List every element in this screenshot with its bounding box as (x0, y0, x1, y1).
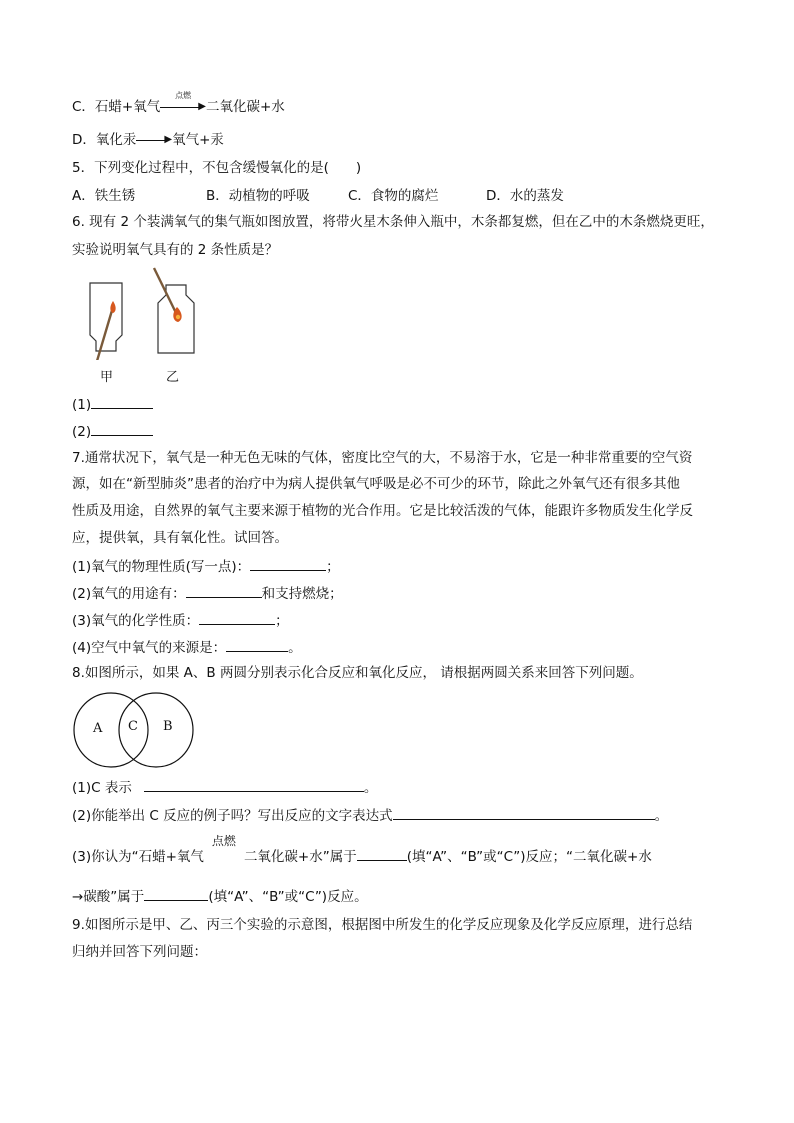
reaction-arrow: 点燃 ▶ (160, 98, 206, 116)
bottle-jia (90, 283, 122, 351)
q4-option-d (72, 131, 224, 149)
option-d-reactants: D．氧化汞 (72, 132, 137, 148)
q6-stem-line2: 实验说明氧气具有的 2 条性质是？ (72, 242, 279, 258)
answer-blank[interactable] (144, 886, 208, 901)
q7-text-line: 7.通常状况下，氧气是一种无色无味的气体，密度比空气的大，不易溶于水，它是一种非常重要的空气资 (72, 450, 693, 466)
q7-text-line: 源，如在“新型肺炎”患者的治疗中为病人提供氧气呼吸是必不可少的环节，除此之外氧气还有很多其他 (72, 476, 680, 492)
q6-answer-2 (72, 421, 153, 441)
sub-question: (1)氧气的物理性质(写一点)： (72, 559, 251, 575)
punctuation: 。 (654, 808, 669, 824)
option-c-reactants: C．石蜡+氧气 (72, 99, 161, 115)
gas-bottles-figure (80, 265, 210, 360)
q4-option-c (72, 91, 285, 116)
label-jia: 甲 (100, 370, 114, 385)
reaction-arrow: ▶ (136, 131, 172, 149)
circle-label-b: B (163, 719, 173, 734)
answer-number: (1) (72, 397, 92, 413)
q8-sub-3-cont (72, 886, 368, 906)
q8-sub-1 (72, 777, 377, 797)
sub-question-mid: 二氧化碳+水”属于 (243, 849, 357, 865)
q5-option-c: C．食物的腐烂 (348, 188, 439, 204)
sub-question: →碳酸”属于 (72, 889, 145, 905)
q9-stem-line2: 归纳并回答下列问题： (72, 944, 207, 960)
q7-sub-4 (72, 637, 302, 657)
wood-splint-jia (97, 307, 113, 360)
q7-text-line: 性质及用途，自然界的氧气主要来源于植物的光合作用。它是比较活泼的气体，能跟许多物质发生化学反 (72, 503, 693, 519)
q6-stem-line1: 6. 现有 2 个装满氧气的集气瓶如图放置，将带火星木条伸入瓶中，木条都复燃，但在乙中的木条燃烧更旺， (72, 214, 714, 230)
reaction-condition: 点燃 (211, 834, 236, 848)
sub-question: (1)C 表示 (72, 780, 132, 796)
answer-blank[interactable] (186, 583, 262, 598)
sub-question: (2)氧气的用途有： (72, 586, 186, 602)
circle-label-c: C (128, 719, 138, 734)
answer-blank[interactable] (250, 556, 326, 571)
q5-option-d: D．水的蒸发 (486, 188, 564, 204)
answer-number: (2) (72, 424, 92, 440)
option-c-products: 二氧化碳+水 (205, 99, 285, 115)
q7-text-line: 应，提供氧，具有氧化性。试回答。 (72, 530, 288, 546)
answer-blank[interactable] (199, 610, 275, 625)
answer-blank[interactable] (91, 421, 153, 436)
answer-blank[interactable] (144, 777, 364, 792)
q7-sub-1 (72, 556, 340, 576)
sub-question-tail: (填“A”、“B”或“C”)反应。 (208, 889, 368, 905)
sub-question: (4)空气中氧气的来源是： (72, 640, 227, 656)
label-yi: 乙 (166, 370, 180, 385)
punctuation: 。 (288, 640, 302, 656)
reaction-condition: 点燃 (175, 91, 192, 100)
q5-option-b: B．动植物的呼吸 (206, 188, 310, 204)
punctuation: ； (326, 559, 340, 575)
q7-sub-2 (72, 583, 343, 603)
answer-blank[interactable] (91, 394, 153, 409)
sub-question: (3)氧气的化学性质： (72, 613, 200, 629)
q7-sub-3 (72, 610, 289, 630)
q5-stem: 5．下列变化过程中，不包含缓慢氧化的是( ) (72, 160, 362, 176)
q8-sub-3 (72, 834, 652, 866)
reaction-arrow (204, 834, 244, 866)
sub-question-tail: (填“A”、“B”或“C”)反应；“二氧化碳+水 (406, 849, 652, 865)
sub-question: (3)你认为“石蜡+氧气 (72, 849, 204, 865)
option-d-products: 氧气+汞 (172, 132, 224, 148)
q6-answer-1 (72, 394, 153, 414)
flame-icon (110, 301, 115, 313)
circle-label-a: A (93, 721, 103, 736)
answer-blank[interactable] (226, 637, 288, 652)
q8-sub-2 (72, 805, 668, 825)
punctuation: 。 (363, 780, 378, 796)
q8-stem: 8.如图所示，如果 A、B 两圆分别表示化合反应和氧化反应， 请根据两圆关系来回答下列问题。 (72, 665, 643, 681)
q5-option-a: A．铁生锈 (72, 188, 136, 204)
q9-stem-line1: 9.如图所示是甲、乙、丙三个实验的示意图，根据图中所发生的化学反应现象及化学反应原理，进行总结 (72, 917, 693, 933)
punctuation: ； (275, 613, 289, 629)
answer-blank[interactable] (357, 846, 407, 861)
sub-question-tail: 和支持燃烧； (261, 586, 343, 602)
answer-blank[interactable] (393, 805, 655, 820)
sub-question: (2)你能举出 C 反应的例子吗？写出反应的文字表达式 (72, 808, 393, 824)
